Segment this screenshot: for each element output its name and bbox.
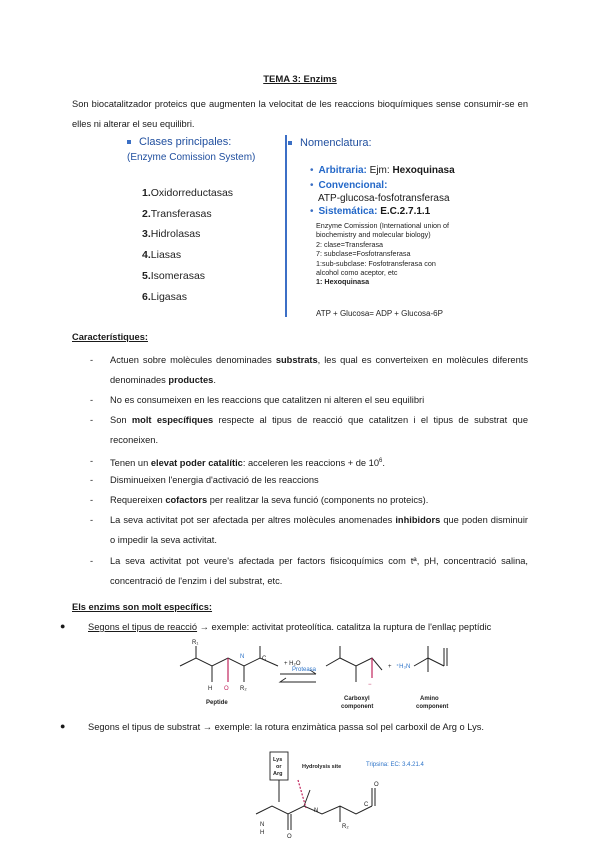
sistematica-line-text: 1: Hexoquinasa — [316, 277, 370, 287]
fig2-c-label: C — [364, 802, 369, 808]
hydrolysis-site-label: Hydrolysis site — [302, 764, 342, 770]
dash-bullet-icon: - — [90, 515, 94, 525]
class-item: 4.Liasas — [142, 249, 182, 262]
bullet-icon: • — [310, 165, 314, 176]
sistematica-line: • Sistemática: E.C.2.7.1.1 — [310, 206, 431, 217]
column-divider — [285, 135, 287, 317]
specific-bullet-2: ● Segons el tipus de substrat → exemple: la rotura enzimàtica passa sol pel carboxil de Arg o Lys. — [60, 721, 485, 732]
water-label: + H₂O — [284, 661, 301, 667]
bullet-icon: • — [310, 180, 314, 191]
class-item: 3.Hidrolasas — [142, 228, 201, 241]
trypsin-label: Tripsina: EC: 3.4.21.4 — [366, 762, 424, 768]
fig2-o2-label: O — [374, 782, 379, 788]
fig2-n-label: N — [260, 822, 265, 828]
characteristic-item: - Actuen sobre molècules denominades substrats, les qual es converteixen en molècules diferents denominades productes. — [90, 350, 528, 390]
equation: ATP + Glucosa= ADP + Glucosa-6P — [316, 309, 443, 318]
sistematica-line-text: biochemistry and molecular biology) — [316, 230, 431, 240]
r1-label: R₁ — [192, 640, 199, 646]
sistematica-line-text: 2: clase=Transferasa — [316, 239, 384, 249]
class-item: 1.Oxidorreductasas — [142, 187, 234, 199]
characteristics-heading: Característiques: — [72, 332, 148, 342]
n-label: N — [240, 654, 245, 660]
characteristic-item: - La seva activitat pot ser afectada per altres molècules anomenades inhibidors que poden disminuir o impedir la seva activitat. — [90, 510, 528, 550]
classes-heading: Clases principales: — [127, 136, 231, 148]
trypsin-figure — [250, 750, 470, 840]
characteristic-item: - No es consumeixen en les reaccions que catalitzen ni alteren el seu equilibri — [90, 390, 528, 410]
c-label: C — [262, 656, 267, 662]
sistematica-details — [316, 221, 506, 287]
fig2-r2-label: R₂ — [342, 824, 349, 830]
plus-label: + — [388, 664, 392, 670]
arbitraria-line: • Arbitraria: Ejm: Hexoquinasa — [310, 165, 455, 176]
dash-bullet-icon: - — [90, 355, 94, 365]
nomenclature-block — [288, 137, 498, 322]
dash-bullet-icon: - — [90, 415, 94, 425]
o-label: O — [224, 686, 229, 692]
bullet-icon: • — [310, 206, 314, 217]
peptide-hydrolysis-figure — [168, 638, 458, 712]
class-item: 5.Isomerasas — [142, 269, 206, 282]
dash-bullet-icon: - — [90, 495, 94, 505]
characteristic-item: - Requereixen cofactors per realitzar la seva funció (components no proteics). — [90, 490, 528, 510]
carboxyl-label: Carboxyl — [344, 696, 370, 702]
amino-label: Amino — [420, 696, 439, 702]
fig2-n2-label: N — [314, 808, 319, 814]
convencional-value: ATP-glucosa-fosfotransferasa — [318, 193, 450, 204]
sistematica-line-text: 1:sub-subclase: Fosfotransferasa con — [316, 258, 436, 268]
class-item: 6.Ligasas — [142, 290, 187, 303]
sistematica-line-text: alcohol como aceptor, etc — [316, 268, 398, 278]
square-bullet-icon — [288, 141, 292, 145]
carboxyl-label-2: component — [341, 704, 374, 710]
intro-paragraph: Son biocatalitzador proteics que augmenten la velocitat de les reaccions bioquímiques sense consumir-se en elles ni alterar el seu equilibri. — [72, 99, 528, 129]
lys-label: Lys — [273, 757, 283, 763]
class-item: 2.Transferasas — [142, 207, 212, 220]
or-label: or — [276, 764, 282, 770]
classes-subheading: (Enzyme Comission System) — [127, 152, 256, 163]
classes-list — [142, 183, 233, 307]
characteristic-item: - Disminueixen l'energia d'activació de les reaccions — [90, 470, 528, 490]
enzyme-label: Proteasa — [292, 667, 317, 673]
specific-bullet-1: ● Segons el tipus de reacció → exemple: activitat proteolítica. catalitza la ruptura de l'enllaç peptídic — [60, 621, 492, 632]
dash-bullet-icon: - — [90, 395, 94, 405]
bullet-icon: ● — [60, 721, 66, 731]
h3n-label: ⁺H₃N — [396, 664, 411, 670]
amino-label-2: component — [416, 704, 449, 710]
dash-bullet-icon: - — [90, 456, 94, 466]
arg-label: Arg — [273, 771, 283, 777]
page-title: TEMA 3: Enzims — [263, 74, 337, 85]
sistematica-line-text: Enzyme Comission (International union of — [316, 221, 450, 230]
bullet-icon: ● — [60, 621, 66, 631]
square-bullet-icon — [127, 140, 131, 144]
peptide-label: Peptide — [206, 700, 228, 706]
dash-bullet-icon: - — [90, 475, 94, 485]
nomenclature-heading: Nomenclatura: — [288, 137, 372, 149]
r2-label: R₂ — [240, 686, 247, 692]
convencional-line: • Convencional: — [310, 180, 388, 191]
h-label: H — [208, 686, 213, 692]
fig2-o-label: O — [287, 834, 292, 840]
characteristic-item: - Son molt específiques respecte al tipus de reacció que catalitzen i el tipus de substrat que reconeixen. — [90, 410, 528, 450]
minus-label: − — [368, 682, 372, 688]
specific-heading: Els enzims son molt específics: — [72, 602, 213, 612]
sistematica-line-text: 7: subclase=Fosfotransferasa — [316, 249, 411, 259]
dash-bullet-icon: - — [90, 556, 94, 566]
fig2-h-label: H — [260, 830, 265, 836]
characteristic-item: - Tenen un elevat poder catalític: acceleren les reaccions + de $10^6$. — [90, 451, 528, 473]
characteristic-item: - La seva activitat pot veure's afectada per factors fisicoquímics com tª, pH, concentració salina, concentració de l'enzim i del substrat, etc. — [90, 551, 528, 591]
